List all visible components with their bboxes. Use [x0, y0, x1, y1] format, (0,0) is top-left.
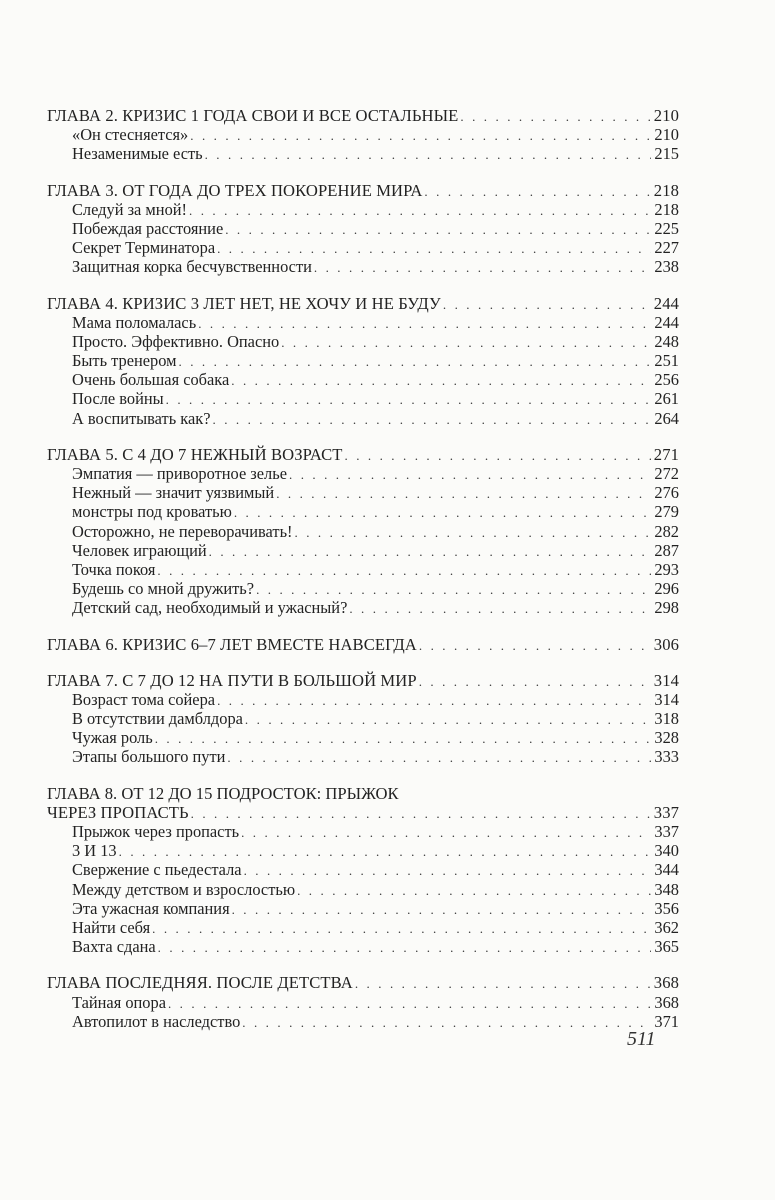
chapter-page: 368	[653, 973, 679, 993]
section-title: Просто. Эффективно. Опасно	[72, 331, 280, 351]
section-page: 244	[654, 312, 679, 332]
chapter-page: 337	[653, 802, 679, 822]
section-title: 3 И 13	[72, 841, 117, 861]
dot-leader	[314, 258, 652, 277]
chapter-entry	[47, 671, 679, 690]
section-title: Автопилот в наследство	[72, 1011, 241, 1031]
section-entry	[47, 144, 679, 163]
chapter-entry	[47, 294, 679, 313]
section-title: В отсутствии дамблдора	[72, 709, 243, 729]
section-title: Защитная корка бесчувственности	[72, 257, 312, 277]
dot-leader	[256, 580, 651, 599]
section-title: А воспитывать как?	[72, 408, 211, 428]
dot-leader	[297, 881, 651, 900]
section-entry	[47, 822, 679, 841]
chapter-title: ГЛАВА 4. КРИЗИС 3 ЛЕТ НЕТ, НЕ ХОЧУ И НЕ БУДУ	[47, 293, 441, 313]
section-entry	[47, 389, 679, 408]
section-page: 227	[654, 238, 679, 258]
section-page: 356	[654, 898, 679, 918]
section-page: 248	[654, 331, 679, 351]
dot-leader	[234, 503, 652, 522]
section-entry	[47, 841, 679, 860]
dot-leader	[166, 390, 652, 409]
section-page: 276	[654, 483, 679, 503]
section-title: Очень большая собака	[72, 370, 230, 390]
dot-leader	[209, 542, 652, 561]
section-page: 371	[654, 1011, 679, 1031]
section-page: 368	[654, 992, 679, 1012]
section-page: 282	[654, 521, 679, 541]
dot-leader	[158, 938, 652, 957]
section-page: 344	[654, 860, 679, 880]
section-title: Эта ужасная компания	[72, 898, 230, 918]
section-page: 337	[654, 822, 679, 841]
page-number: 511	[627, 1028, 656, 1050]
section-title: Быть тренером	[72, 351, 177, 371]
chapter-title: ЧЕРЕЗ ПРОПАСТЬ	[47, 802, 189, 822]
chapter-block	[47, 635, 679, 654]
dot-leader	[232, 900, 652, 919]
section-entry	[47, 200, 679, 219]
chapter-title: ГЛАВА 6. КРИЗИС 6–7 ЛЕТ ВМЕСТЕ НАВСЕГДА	[47, 634, 417, 654]
dot-leader	[213, 410, 652, 429]
dot-leader	[443, 295, 651, 314]
section-page: 318	[654, 709, 679, 729]
chapter-entry	[47, 973, 679, 992]
section-entry	[47, 257, 679, 276]
dot-leader	[242, 1013, 651, 1032]
section-entry	[47, 880, 679, 899]
section-entry	[47, 560, 679, 579]
section-entry	[47, 918, 679, 937]
section-page: 314	[654, 689, 679, 709]
chapter-block	[47, 784, 679, 957]
section-title: Мама поломалась	[72, 312, 197, 332]
chapter-entry	[47, 635, 679, 654]
section-page: 296	[654, 579, 679, 599]
section-page: 238	[654, 257, 679, 277]
section-entry	[47, 522, 679, 541]
section-entry	[47, 993, 679, 1012]
dot-leader	[205, 145, 652, 164]
dot-leader	[168, 994, 651, 1013]
dot-leader	[217, 239, 651, 258]
dot-leader	[349, 599, 651, 618]
section-page: 293	[654, 559, 679, 579]
section-title: Этапы большого пути	[72, 747, 226, 767]
section-entry	[47, 332, 679, 351]
section-title: Секрет Терминатора	[72, 238, 216, 258]
section-page: 215	[654, 144, 679, 164]
section-page: 340	[654, 841, 679, 861]
dot-leader	[345, 446, 651, 465]
section-page: 298	[654, 598, 679, 618]
chapter-title: ГЛАВА 5. С 4 ДО 7 НЕЖНЫЙ ВОЗРАСТ	[47, 444, 343, 464]
chapter-entry	[47, 106, 679, 125]
section-title: Точка покоя	[72, 559, 156, 579]
section-page: 261	[654, 389, 679, 409]
section-entry	[47, 899, 679, 918]
chapter-page: 210	[653, 106, 679, 125]
section-entry	[47, 464, 679, 483]
dot-leader	[119, 842, 652, 861]
section-entry	[47, 125, 679, 144]
section-entry	[47, 238, 679, 257]
section-entry	[47, 502, 679, 521]
section-entry	[47, 370, 679, 389]
section-entry	[47, 709, 679, 728]
chapter-entry	[47, 803, 679, 822]
section-entry	[47, 219, 679, 238]
dot-leader	[189, 201, 651, 220]
dot-leader	[179, 352, 652, 371]
dot-leader	[217, 691, 651, 710]
dot-leader	[198, 314, 651, 333]
section-entry	[47, 728, 679, 747]
section-title: Побеждая расстояние	[72, 218, 224, 238]
section-title: Следуй за мной!	[72, 199, 187, 219]
chapter-block	[47, 294, 679, 428]
section-page: 287	[654, 540, 679, 560]
section-page: 264	[654, 408, 679, 428]
chapter-title: ГЛАВА 7. С 7 ДО 12 НА ПУТИ В БОЛЬШОЙ МИР	[47, 670, 417, 690]
dot-leader	[460, 107, 650, 126]
section-page: 218	[654, 199, 679, 219]
section-entry	[47, 690, 679, 709]
section-title: Вахта сдана	[72, 937, 156, 957]
section-entry	[47, 409, 679, 428]
chapter-entry	[47, 181, 679, 200]
section-title: Свержение с пьедестала	[72, 860, 242, 880]
section-page: 328	[654, 728, 679, 748]
dot-leader	[225, 220, 651, 239]
dot-leader	[157, 561, 651, 580]
chapter-entry	[47, 445, 679, 464]
dot-leader	[419, 672, 651, 691]
dot-leader	[281, 333, 651, 352]
section-page: 279	[654, 502, 679, 522]
section-page: 365	[654, 937, 679, 957]
section-title: Незаменимые есть	[72, 144, 203, 164]
dot-leader	[245, 710, 651, 729]
section-page: 348	[654, 879, 679, 899]
section-entry	[47, 860, 679, 879]
dot-leader	[227, 748, 651, 767]
section-page: 225	[654, 218, 679, 238]
section-entry	[47, 351, 679, 370]
chapter-page: 314	[653, 670, 679, 690]
section-page: 251	[654, 351, 679, 371]
dot-leader	[355, 974, 651, 993]
chapter-page: 306	[653, 634, 679, 654]
section-entry	[47, 483, 679, 502]
dot-leader	[424, 182, 650, 201]
dot-leader	[155, 729, 652, 748]
section-entry	[47, 747, 679, 766]
section-entry	[47, 313, 679, 332]
dot-leader	[276, 484, 651, 503]
section-title: монстры под кроватью	[72, 502, 232, 522]
section-entry	[47, 579, 679, 598]
chapter-block	[47, 671, 679, 767]
chapter-page: 271	[653, 444, 679, 464]
dot-leader	[419, 636, 651, 655]
section-title: Эмпатия — приворотное зелье	[72, 464, 287, 483]
dot-leader	[231, 371, 651, 390]
chapter-title: ГЛАВА 2. КРИЗИС 1 ГОДА СВОИ И ВСЕ ОСТАЛЬНЫЕ	[47, 106, 459, 125]
section-title: Человек играющий	[72, 540, 207, 560]
dot-leader	[152, 919, 651, 938]
section-page: 256	[654, 370, 679, 390]
chapter-title-line: ГЛАВА 8. ОТ 12 ДО 15 ПОДРОСТОК: ПРЫЖОК	[47, 783, 399, 803]
section-title: Тайная опора	[72, 992, 166, 1012]
dot-leader	[295, 523, 652, 542]
section-title: «Он стесняется»	[72, 125, 189, 145]
chapter-block	[47, 181, 679, 277]
section-entry	[47, 541, 679, 560]
section-title: Будешь со мной дружить?	[72, 579, 255, 599]
section-title: Осторожно, не переворачивать!	[72, 521, 293, 541]
chapter-block	[47, 973, 679, 1031]
chapter-block	[47, 445, 679, 618]
section-title: После войны	[72, 389, 164, 409]
dot-leader	[241, 823, 651, 842]
section-title: Найти себя	[72, 917, 151, 937]
dot-leader	[244, 861, 652, 880]
chapter-title: ГЛАВА ПОСЛЕДНЯЯ. ПОСЛЕ ДЕТСТВА	[47, 973, 353, 993]
section-page: 210	[654, 125, 679, 145]
section-page: 333	[654, 747, 679, 767]
dot-leader	[289, 465, 651, 484]
chapter-title: ГЛАВА 3. ОТ ГОДА ДО ТРЕХ ПОКОРЕНИЕ МИРА	[47, 180, 423, 200]
section-entry	[47, 1012, 679, 1031]
chapter-page: 218	[653, 180, 679, 200]
section-title: Чужая роль	[72, 728, 153, 748]
section-title: Детский сад, необходимый и ужасный?	[72, 598, 348, 618]
chapter-block	[47, 106, 679, 164]
section-page: 272	[654, 464, 679, 483]
chapter-page: 244	[653, 293, 679, 313]
section-page: 362	[654, 917, 679, 937]
table-of-contents	[47, 106, 679, 1048]
section-entry	[47, 937, 679, 956]
dot-leader	[191, 804, 651, 823]
section-entry	[47, 598, 679, 617]
section-title: Нежный — значит уязвимый	[72, 483, 275, 503]
section-title: Прыжок через пропасть	[72, 822, 240, 841]
section-title: Между детством и взрослостью	[72, 879, 296, 899]
section-title: Возраст тома сойера	[72, 689, 216, 709]
dot-leader	[190, 126, 651, 145]
